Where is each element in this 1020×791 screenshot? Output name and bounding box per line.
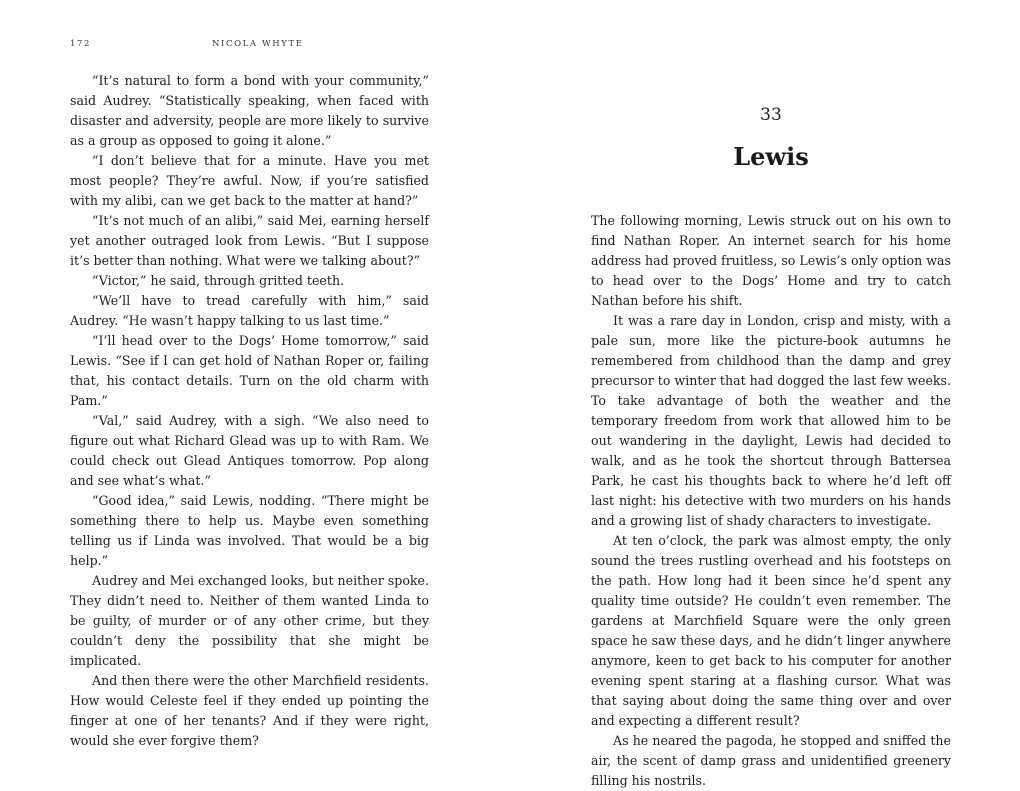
paragraph: “It’s natural to form a bond with your community,” said Audrey. “Statistically speaking, when faced with disaster and adversity, people are more likely to survive as a group as opposed to going it alone.” (70, 73, 429, 148)
left-page-text (70, 71, 429, 751)
paragraph: Audrey and Mei exchanged looks, but neither spoke. They didn’t need to. Neither of them wanted Linda to be guilty, of murder or of any other crime, but they couldn’t deny the possibility that she might be implicated. (70, 573, 429, 668)
chapter-number: 33 (760, 105, 782, 125)
chapter-title: Lewis (733, 142, 809, 171)
paragraph: At ten o’clock, the park was almost empty, the only sound the trees rustling overhead and his footsteps on the path. How long had it been since he’d spent any quality time outside? He couldn’t even remember. The gardens at Marchfield Square were the only green space he saw these days, and he didn’t linger anywhere anymore, keen to get back to his computer for another evening spent staring at a flashing cursor. What was that saying about doing the same thing over and over and expecting a different result? (591, 533, 951, 728)
paragraph: “Good idea,” said Lewis, nodding. “There might be something there to help us. Maybe even something telling us if Linda was involved. That would be a big help.” (70, 493, 429, 568)
paragraph: The following morning, Lewis struck out on his own to find Nathan Roper. An internet search for his home address had proved fruitless, so Lewis’s only option was to head over to the Dogs’ Home and try to catch Nathan before his shift. (591, 213, 951, 308)
paragraph: “Val,” said Audrey, with a sigh. “We also need to figure out what Richard Glead was up to with Ram. We could check out Glead Antiques tomorrow. Pop along and see what’s what.” (70, 413, 429, 488)
paragraph: “Victor,” he said, through gritted teeth. (92, 273, 345, 288)
running-head (70, 39, 430, 51)
paragraph: As he neared the pagoda, he stopped and sniffed the air, the scent of damp grass and unidentified greenery filling his nostrils. (591, 733, 951, 788)
paragraph: And then there were the other Marchfield residents. How would Celeste feel if they ended up pointing the finger at one of her tenants? And if they were right, would she ever forgive them? (70, 673, 429, 748)
paragraph: “It’s not much of an alibi,” said Mei, earning herself yet another outraged look from Lewis. “But I suppose it’s better than nothing. What were we talking about?” (70, 213, 429, 268)
paragraph: “We’ll have to tread carefully with him,” said Audrey. “He wasn’t happy talking to us last time.” (70, 293, 429, 328)
right-page-text (591, 211, 951, 791)
page-number: 172 (70, 39, 92, 49)
paragraph: “I’ll head over to the Dogs’ Home tomorrow,” said Lewis. “See if I can get hold of Nathan Roper or, failing that, his contact details. Turn on the old charm with Pam.” (70, 333, 429, 408)
paragraph: It was a rare day in London, crisp and misty, with a pale sun, more like the picture-book autumns he remembered from childhood than the damp and grey precursor to winter that had dogged the last few weeks. To take advantage of both the weather and the temporary freedom from work that allowed him to be out wandering in the daylight, Lewis had decided to walk, and as he took the shortcut through Battersea Park, he cast his thoughts back to where he’d left off last night: his detective with two murders on his hands and a growing list of shady characters to investigate. (591, 313, 951, 528)
paragraph: “I don’t believe that for a minute. Have you met most people? They’re awful. Now, if you’re satisfied with my alibi, can we get back to the matter at hand?” (70, 153, 429, 208)
running-head-author: NICOLA WHYTE (212, 39, 304, 49)
